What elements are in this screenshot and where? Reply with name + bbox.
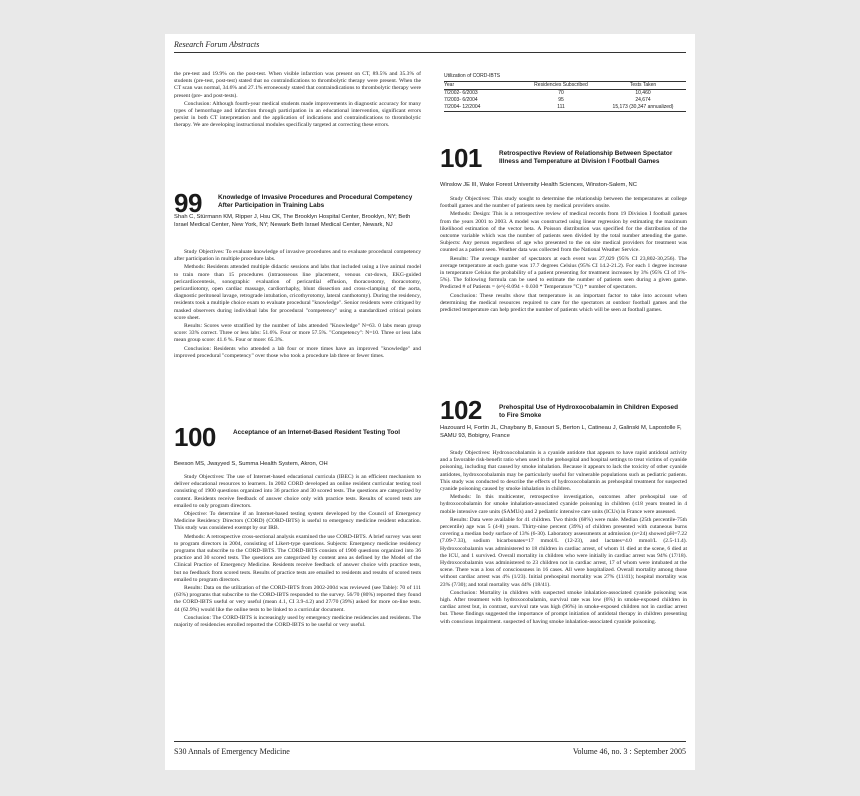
header-rule xyxy=(174,52,686,53)
column-header: Residencies Subscribed xyxy=(534,82,588,88)
table-cell: 15,173 (30,347 annualized) xyxy=(612,104,674,110)
abstract-number: 101 xyxy=(440,143,482,173)
left-intro xyxy=(174,71,421,131)
table-row xyxy=(444,90,686,97)
running-header: Research Forum Abstracts xyxy=(174,40,260,49)
body-paragraph: Conclusion: Residents who attended a lab four or more times have an improved "knowledge" and improved procedural "competency" over those who took a procedure lab three or fewer times. xyxy=(174,345,421,359)
table-header-row xyxy=(444,82,686,89)
body-paragraph: Results: Scores were stratified by the number of labs attended "Knowledge" N=63. 0 labs mean group score: 33% correct. Three or less labs: 51.6%. Four or more 57.5%. "Competency": N=10. Three or less labs mean group score: 41.6 %. Four or more: 65.3%. xyxy=(174,323,421,344)
body-paragraph: Results: The average number of spectators at each event was 27,029 (95% CI 23,802-30,256). The average temperature at each game was 17.7 degrees Celsius (95% CI 14.2-21.2). For each 1 degree increase in temperature Celsius the probability of a patient presenting for treatment increases by 3% (95% CI of 1%- 5%). The following formula can be used to estimate the number of patients seen during a given game. Predicted # of Patients = (e^(-8.094 + 0.030 * Temperature °C)) * number of spectators. xyxy=(440,255,687,291)
body-paragraph: Conclusion: The CORD-IBTS is increasingly used by emergency medicine residencies and residents. The majority of residencies enrolled reported the CORD-IBTS to be useful or very useful. xyxy=(174,614,421,629)
body-paragraph: Objective: To determine if an Internet-based testing system developed by the Council of Emergency Medicine Residency Directors (CORD) (CORD-IBTS) is useful to emergency medicine resident education. This study was considered exempt by our IRB. xyxy=(174,511,421,532)
table-cell: 24,674 xyxy=(635,97,651,103)
table-cell: 10,460 xyxy=(635,90,651,96)
body-paragraph: Conclusion: Mortality in children with suspected smoke inhalation-associated cyanide poisoning was high. After treatment with hydroxocobalamin, survival rate was low (6%) in smoke-exposed children in cardiac arrest but, in contrast, survival rate was high (96%) in smoke-exposed children not in cardiac arrest but. These findings suggested the importance of prompt initiation of antidotal therapy in children presenting with conscious impairment. suspected of having smoke inhalation-associated cyanide poisoning. xyxy=(440,589,687,625)
abstract-body xyxy=(440,196,687,315)
table-cell: 7/2003- 6/2004 xyxy=(444,97,478,103)
abstract-authors: Shah C, Stürmann KM, Ripper J, Hsu CK, The Brooklyn Hospital Center, Brooklyn, NY; Beth Israel Medical Center, New York, NY; Newark Beth Israel Medical Center, Newark, NJ xyxy=(174,214,411,228)
body-paragraph: Study Objectives: To evaluate knowledge of invasive procedures and to evaluate procedural competency after participation in multiple procedure labs. xyxy=(174,249,421,263)
column-header: Year xyxy=(444,82,455,88)
table-cell: 95 xyxy=(558,97,564,103)
abstract-title: Retrospective Review of Relationship Between Spectator Illness and Temperature at Division I Football Games xyxy=(499,150,673,165)
footer-rule xyxy=(174,741,686,742)
intro-paragraph: the pre-test and 19.9% on the post-test. When visible infarction was present on CT, 89.5% and 35.3% of students (pre-test, post-test) stated that no contraindications to thrombolytic therapy were present. When the CT scan was normal, 34.6% and 27.1% erroneously stated that contraindications to thrombolytic therapy were present (pre- and post-tests). xyxy=(174,71,421,99)
abstract-body xyxy=(174,249,421,361)
abstract-body xyxy=(174,474,421,630)
table-cell: 111 xyxy=(557,104,565,110)
utilization-table xyxy=(444,73,686,112)
abstract-title: Acceptance of an Internet-Based Resident Testing Tool xyxy=(233,429,401,436)
journal-page xyxy=(165,34,695,770)
table-caption: Utilization of CORD-IBTS xyxy=(444,73,501,79)
body-paragraph: Results: Data on the utilization of the CORD-IBTS from 2002-2004 was reviewed (see Table): 70 of 111 (63%) programs that subscribe to the CORD-IBTS responded to the survey. 56/70 (80%) reported they found the CORD-IBTS useful or very useful (mean 4.1, CI 3.9-4.2) and 27/70 (39%) asked for more on-line tests. 44 (62.9%) would like the online tests to be linked to a curricular document. xyxy=(174,585,421,613)
body-paragraph: Conclusion: These results show that temperature is an important factor to take into account when determining the medical resources required to care for the spectators at outdoor football games and the predicted temperature can help predict the number of patients which will be seen at football games. xyxy=(440,292,687,314)
table-row xyxy=(444,104,686,111)
intro-paragraph: Conclusion: Although fourth-year medical students made improvements in diagnostic accuracy for many types of hemorrhage and infarction through participation in an educational intervention, significant errors persist in both CT interpretation and the application of indications and contraindications to thrombolytic therapy. We are developing instructional modules specifically targeted at correcting these errors. xyxy=(174,100,421,129)
footer-right: Volume 46, no. 3 : September 2005 xyxy=(572,747,686,756)
body-paragraph: Methods: Residents attended multiple didactic sessions and labs that included using a live animal model to train more than 15 procedures (intraosseous line placement, venous cut-down, EKG-guided pericardiocentesis, sonographic evaluation of pericardial effusion, thoracostomy, thoracotomy, pericardiotomy, open cardiac massage, cardiorrhaphy, blunt dissection and cross-clamping of the aorta, diagnostic peritoneal lavage, retrograde intubation, cricothyrotomy, lateral canthotomy). During the residency, residents took a multiple choice exam to evaluate procedural "knowledge". Senior residents were critiqued by masked observers during individual labs for procedural "competency" using a standardized critical points score sheet. xyxy=(174,264,421,321)
body-paragraph: Methods: A retrospective cross-sectional analysis examined the use CORD-IBTS. A brief survey was sent to program directors in 2004, consisting of Likert-type questions. Subjects: Emergency medicine residency programs that subscribe to the CORD-IBTS. The CORD-IBTS consists of 1900 questions organized into 36 practice and 30 scored tests. The questions are categorized by content area as defined by the Model of the Clinical Practice of Emergency Medicine. Residents receive feedback of answer choice with practice tests, but no feedback from scored tests. Results of practice tests are emailed to residents and results of scored tests emailed to program directors. xyxy=(174,533,421,583)
body-paragraph: Study Objectives: The use of Internet-based educational curricula (IBEC) is an efficient mechanism to deliver educational resources to learners. In 2002 CORD developed an online resident curricular testing tool consisting of 1900 questions organized into 36 practice and 30 scored tests. The questions are categorized by content. Residents receive feedback of answer choice only with practice tests. Results of scored tests are emailed to only program directors. xyxy=(174,474,421,509)
body-paragraph: Results: Data were available for 41 children. Two thirds (68%) were male. Median (25th percentile-75th percentile) age was 5 (4-8) years. Thirty-nine percent (39%) of children presented with cutaneous burns covering a median body surface of 13% (6-30). Laboratory assessments at admission (n=24) showed pH=7.22 (7.09-7.33), sodium bicarbonates=17 mmol/L (12-23), and lactates=4.0 mmol/L (2.5-11.4). Hydroxocobalamin was administered to 18 children in cardiac arrest, of whom 11 died at the scene, 6 died at the ICU, and 1 survived. Overall mortality in children who were initially in cardiac arrest was 94% (17/18). Hydroxocobalamin was administered to 23 children not in cardiac arrest, 17 of whom were intubated at the scene. There was a loss of consciousness in 16 cases. All were hospitalized. Overall mortality among those without cardiac arrest was 4% (1/23). Initial prehospital mortality was 27% (11/41); hospital mortality was 23% (7/30); and total mortality was 44% (18/41). xyxy=(440,516,687,588)
abstract-body xyxy=(440,450,687,627)
abstract-number: 100 xyxy=(174,422,216,452)
table-rule xyxy=(444,111,686,112)
abstract-authors: Beeson MS, Jwayyed S, Summa Health System, Akron, OH xyxy=(174,461,328,467)
body-paragraph: Methods: In this multicenter, retrospective investigation, outcomes after prehospital use of hydroxocobalamin for smoke inhalation-associated cyanide poisoning in children (≤18 years treated in 4 mobile intensive care units (SAMUs) and 2 pediatric intensive care units (ICUs) in France were assessed. xyxy=(440,494,687,515)
abstract-title: Prehospital Use of Hydroxocobalamin in Children Exposed to Fire Smoke xyxy=(499,404,678,419)
abstract-number: 99 xyxy=(174,188,202,218)
abstract-authors: Winslow JE III, Wake Forest University Health Sciences, Winston-Salem, NC xyxy=(440,182,637,188)
table-cell: 7/2002- 6/2003 xyxy=(444,90,478,96)
table-cell: 7/2004- 12/2004 xyxy=(444,104,481,110)
abstract-authors: Hazouard H, Fortin JL, Chaybany B, Essouri S, Berton L, Catineau J, Galinski M, Lapostolle F, SAMU 93, Bobigny, France xyxy=(440,425,682,439)
table-cell: 70 xyxy=(558,90,564,96)
abstract-title: Knowledge of Invasive Procedures and Procedural Competency After Participation in Training Labs xyxy=(218,194,413,209)
body-paragraph: Study Objectives: Hydroxocobalamin is a cyanide antidote that appears to have rapid antidotal activity and a favorable risk-benefit ratio when used in the prehospital and hospital settings to treat victims of cyanide poisoning, including that caused by smoke inhalation. Because it appears to lack the toxicity of other cyanide antidotes, hydroxocobalamin may be particularly useful for vulnerable populations such as pediatric patients. This study was conducted to describe the effects of hydroxocobalamin as prehospital treatment for suspected cyanide poisoning caused by smoke inhalation in children. xyxy=(440,450,687,493)
column-header: Tests Taken xyxy=(629,82,657,88)
footer-left: S30 Annals of Emergency Medicine xyxy=(174,747,290,756)
body-paragraph: Study Objectives: This study sought to determine the relationship between the temperatures at college football games and the number of patients seen by medical providers onsite. xyxy=(440,196,687,210)
table-row xyxy=(444,97,686,104)
body-paragraph: Methods: Design: This is a retrospective review of medical records from 19 Division I football games from the years 2001 to 2003. A model was constructed using linear regression by estimating the maximum likelihood estimation of the vector beta. A Poisson distribution was specified for the distribution of the outcome variable which was the number of patients seen divided by the total number attending the game. Subjects: Any person regardless of age who presented to the on site medical providers for treatment was counted as a patient seen. Weather data was collected from the National Weather Service. xyxy=(440,211,687,254)
abstract-number: 102 xyxy=(440,395,482,425)
